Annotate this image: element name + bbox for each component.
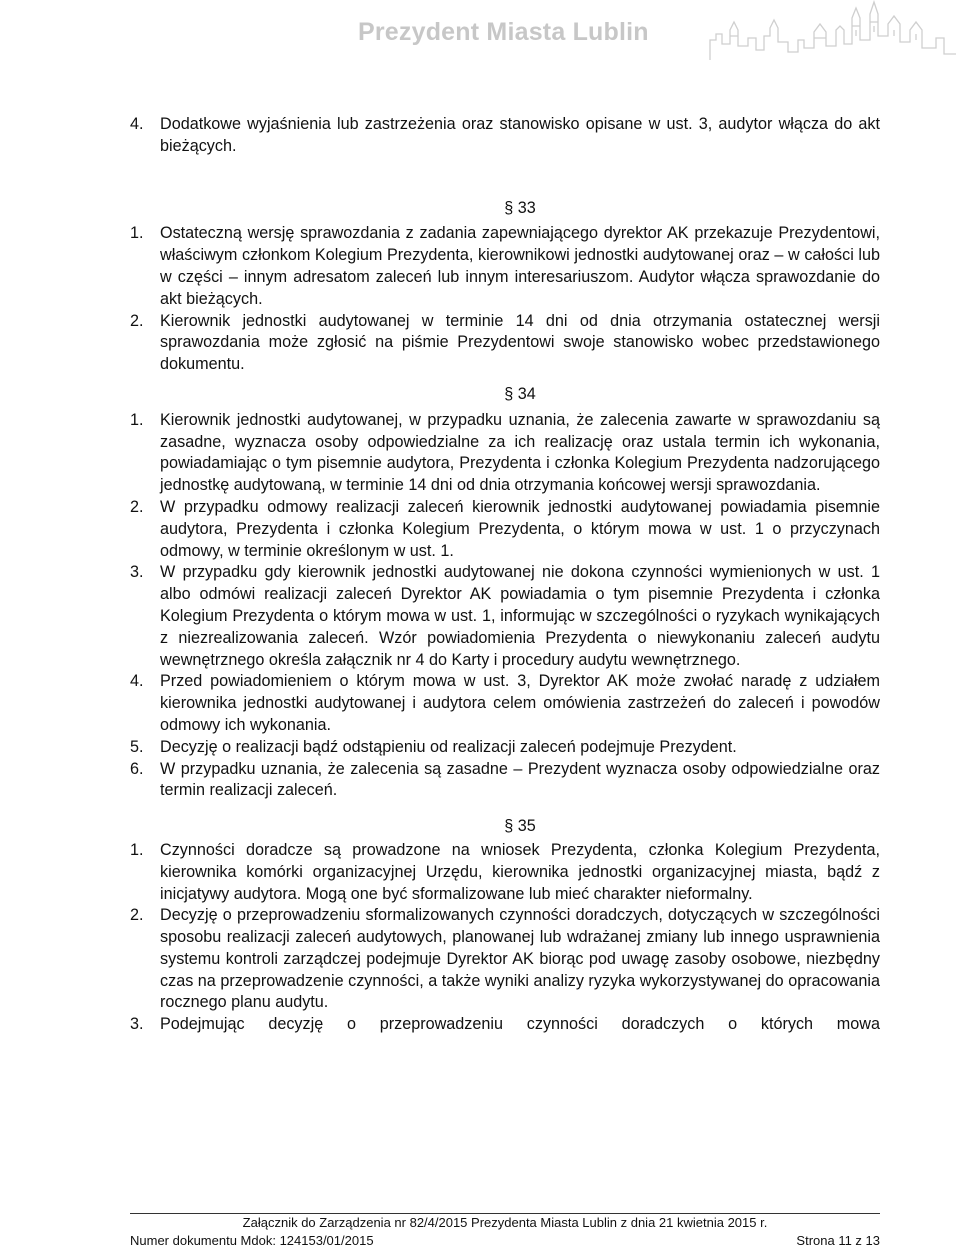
list-item: [130, 905, 880, 1014]
list-item: [130, 759, 880, 803]
list-item: [130, 840, 880, 905]
item-number: 2.: [130, 311, 144, 330]
item-text: Ostateczną wersję sprawozdania z zadania zapewniającego dyrektor AK przekazuje Prezydentowi, właściwym członkom Kolegium Prezydenta, kierownikowi jednostki audytowanej oraz – w całości lub w części – innym adresatom zaleceń lub innym interesariuszom. Audytor włącza sprawozdanie do akt bieżących.: [160, 224, 880, 308]
item-text: Podejmując decyzję o przeprowadzeniu czynności doradczych o których mowa: [160, 1015, 880, 1034]
footer-reference: Załącznik do Zarządzenia nr 82/4/2015 Prezydenta Miasta Lublin z dnia 21 kwietnia 2015 r.: [242, 1215, 768, 1230]
item-number: 1.: [130, 840, 144, 859]
list-item: [130, 562, 880, 671]
footer-document-number: Numer dokumentu Mdok: 124153/01/2015: [130, 1233, 374, 1248]
item-number: 4.: [130, 115, 144, 133]
list-item: [130, 1014, 880, 1036]
item-text: W przypadku odmowy realizacji zaleceń kierownik jednostki audytowanej powiadamia pisemnie audytora, Prezydenta i członka Kolegium Prezydenta, o którym mowa w ust. 1 o przyczynach odmowy, w terminie określonym w ust. 1.: [160, 497, 880, 560]
section-heading-35: § 35: [504, 817, 536, 836]
item-text: W przypadku uznania, że zalecenia są zasadne – Prezydent wyznacza osoby odpowiedzialne oraz termin realizacji zaleceń.: [160, 759, 880, 800]
page-header: [0, 0, 960, 66]
item-text: Decyzję o przeprowadzeniu sformalizowanych czynności doradczych, dotyczących w szczególności sposobu realizacji zaleceń audytowych, planowanej lub wdrażanej zmiany lub innego usprawnienia systemu kontroli zarządczej podejmuje Dyrektor AK biorąc pod uwagę zasoby osobowe, niezbędny czas na przeprowadzenie czynności, a także wyniki analizy ryzyka wykorzystywanej do opracowania rocznego planu audytu.: [160, 906, 880, 1012]
item-text: W przypadku gdy kierownik jednostki audytowanej nie dokona czynności wymienionych w ust. 1 albo odmówi realizacji zaleceń Dyrektor AK powiadamia o tym pisemnie Prezydenta i członka Kolegium Prezydenta o którym mowa w ust. 1, informując w szczególności o ryzykach wynikających z niezrealizowania zaleceń. Wzór powiadomienia Prezydenta o niewykonaniu zaleceń audytu wewnętrznego określa załącznik nr 4 do Karty i procedury audytu wewnętrznego.: [160, 563, 880, 669]
item-text: Czynności doradcze są prowadzone na wniosek Prezydenta, członka Kolegium Prezydenta, kierownika komórki organizacyjnej Urzędu, kierownika jednostki organizacyjnej miasta, bądź z inicjatywy audytora. Mogą one być sformalizowane lub mieć charakter nieformalny.: [160, 840, 880, 903]
item-text: Przed powiadomieniem o którym mowa w ust. 3, Dyrektor AK może zwołać naradę z udziałem kierownika jednostki audytowanej i audytora celem omówienia zastrzeżeń do zaleceń i powodów odmowy ich wykonania.: [160, 672, 880, 734]
item-text: Dodatkowe wyjaśnienia lub zastrzeżenia oraz stanowisko opisane w ust. 3, audytor włącza do akt bieżących.: [160, 115, 880, 155]
item-text: Decyzję o realizacji bądź odstąpieniu od realizacji zaleceń podejmuje Prezydent.: [160, 737, 737, 756]
header-title: Prezydent Miasta Lublin: [358, 18, 649, 46]
item-number: 1.: [130, 410, 144, 429]
list-item: [130, 671, 880, 736]
item-text: Kierownik jednostki audytowanej, w przypadku uznania, że zalecenia zawarte w sprawozdaniu są zasadne, wyznacza osoby odpowiedzialne za ich realizację oraz ustala termin ich wykonania, powiadamiając o tym pisemnie audytora, Prezydenta i członka Kolegium Prezydenta nadzorującego jednostkę audytowaną, w terminie 14 dni od dnia otrzymania końcowej wersji sprawozdania.: [160, 410, 880, 495]
list-item: [130, 497, 880, 562]
footer-divider: [130, 1213, 880, 1214]
list-item: [130, 410, 880, 497]
footer-page-number: Strona 11 z 13: [796, 1233, 880, 1248]
list-item: [130, 737, 880, 759]
section-number: 33: [517, 198, 536, 217]
section-heading-33: § 33: [504, 198, 536, 217]
list-item: [130, 114, 880, 158]
item-number: 4.: [130, 672, 144, 691]
item-number: 2.: [130, 497, 144, 516]
item-number: 1.: [130, 224, 144, 243]
item-number: 3.: [130, 1015, 144, 1034]
item-number: 3.: [130, 563, 144, 582]
item-number: 2.: [130, 906, 144, 925]
city-skyline-logo: [700, 0, 960, 66]
document-body: [130, 114, 880, 1036]
item-number: 5.: [130, 737, 144, 756]
section-heading-34: § 34: [504, 384, 536, 403]
section-number: 34: [517, 384, 536, 403]
list-item: [130, 223, 880, 310]
section-number: 35: [517, 817, 536, 836]
list-item: [130, 311, 880, 376]
item-text: Kierownik jednostki audytowanej w terminie 14 dni od dnia otrzymania ostatecznej wersji sprawozdania może zgłosić na piśmie Prezydentowi swoje stanowisko wobec przedstawionego dokumentu.: [160, 311, 880, 374]
item-number: 6.: [130, 759, 144, 778]
